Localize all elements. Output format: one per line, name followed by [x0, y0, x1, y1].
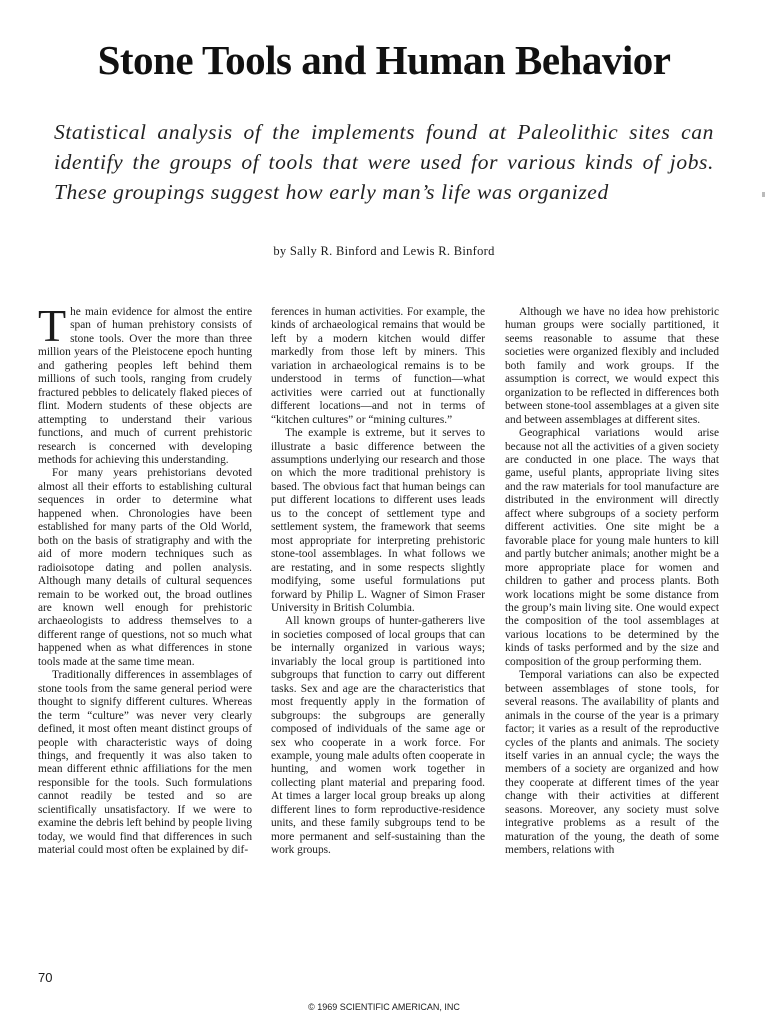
paragraph-text: he main evidence for almost the entire span of human prehistory consists of stone tools. Over the more than three million years of the Pleistocene epoch hunting and gathering peoples left behind them millions of such tools, ranging from crudely fractured pebbles to delicately flaked pieces of flint. Modern students of these objects are attempting to understand their various functions, and much of current prehistoric research is concerned with developing methods for achieving this understanding. [38, 306, 252, 466]
article-subtitle: Statistical analysis of the implements found at Paleolithic sites can identify the groups of tools that were used for various kinds of jobs. These groupings suggest how early man’s life was organized [54, 120, 714, 204]
paragraph: Although we have no idea how prehistoric human groups were socially partitioned, it seems reasonable to assume that these societies were organized flexibly and included both family and work groups. If the assumption is correct, we would expect this organization to be reflected in differences both between stone-tool assemblages at a given site and between assemblages at different sites. [505, 306, 719, 426]
column-1 [38, 300, 252, 858]
paragraph: ferences in human activities. For example, the kinds of archaeological remains that would be left by a modern kitchen would differ markedly from those left by miners. This variation in archaeological remains is to be understood in terms of function—what activities were carried out at functionally different locations—and not in terms of “kitchen cultures” or “mining cultures.” [271, 306, 485, 426]
paragraph: Geographical variations would arise because not all the activities of a given society are conducted in one place. The ways that game, useful plants, appropriate living sites and the raw materials for tool manufacture are distributed in the environment will directly affect where subgroups of a society perform different activities. One site might be a favorable place for young male hunters to kill and partly butcher animals; another might be a more appropriate place for women and children to gather and process plants. Both work locations might be some distance from the group’s main living site. One would expect the composition of the tool assemblages at various locations to be determined by the kinds of tasks performed and by the size and composition of the group performing them. [505, 427, 719, 668]
column-2 [271, 306, 485, 858]
margin-mark [762, 192, 765, 197]
paragraph: For many years prehistorians devoted almost all their efforts to establishing cultural sequences in order to determine what happened when. Chronologies have been established for many parts of the Old World, both on the basis of stratigraphy and with the aid of more modern techniques such as radioisotope dating and pollen analysis. Although many details of cultural sequences remain to be worked out, the broad outlines are known well enough for prehistoric archaeologists to address themselves to a different range of questions, not so much what happened when as what differences in stone tools made at the same time mean. [38, 467, 252, 668]
byline: by Sally R. Binford and Lewis R. Binford [273, 244, 495, 258]
drop-cap: T [38, 300, 67, 351]
copyright-notice: © 1969 SCIENTIFIC AMERICAN, INC [308, 1002, 460, 1012]
paragraph: Traditionally differences in assemblages of stone tools from the same general period were thought to signify different cultures. Whereas the term “culture” was never very clearly defined, it most often meant distinct groups of people with characteristic ways of doing things, and frequently it was also taken to mean different ethnic affiliations for the men responsible for the tools. Such formulations cannot readily be tested and so are scientifically unsatisfactory. If we were to examine the debris left behind by people living today, we would find that differences in such material could most often be explained by dif- [38, 669, 252, 857]
paragraph: Temporal variations can also be expected between assemblages of stone tools, for several reasons. The availability of plants and animals in the course of the year is a primary factor; it varies as a result of the reproductive cycles of the plants and animals. The society itself varies in an annual cycle; the ways the members of a society are organized and how they cooperate at different times of the year change with their activities at different seasons. Moreover, any society must solve integrative problems as a result of the maturation of the young, the death of some members, relations with [505, 669, 719, 857]
article-title: Stone Tools and Human Behavior [97, 37, 671, 83]
page-number: 70 [38, 970, 53, 985]
column-3 [505, 306, 719, 858]
paragraph [38, 300, 252, 467]
paragraph: All known groups of hunter-gatherers live in societies composed of local groups that can be internally organized in various ways; invariably the local group is partitioned into subgroups that function to carry out different tasks. Sex and age are the characteristics that most frequently apply in the formation of subgroups: the subgroups are generally composed of individuals of the same age or sex who cooperate in a work force. For example, young male adults often cooperate in hunting, and women work together in collecting plant material and preparing food. At times a larger local group breaks up along different lines to form reproductive-residence units, and these family subgroups tend to be more permanent and self-sustaining than the work groups. [271, 615, 485, 857]
paragraph: The example is extreme, but it serves to illustrate a basic difference between the assumptions underlying our research and those on which the more traditional prehistory is based. The obvious fact that human beings can put different locations to different uses leads us to the concept of settlement type and settlement system, the framework that seems most appropriate for interpreting prehistoric stone-tool assemblages. In what follows we are restating, and in some respects slightly modifying, some useful formulations put forward by Philip L. Wagner of Simon Fraser University in British Columbia. [271, 427, 485, 614]
